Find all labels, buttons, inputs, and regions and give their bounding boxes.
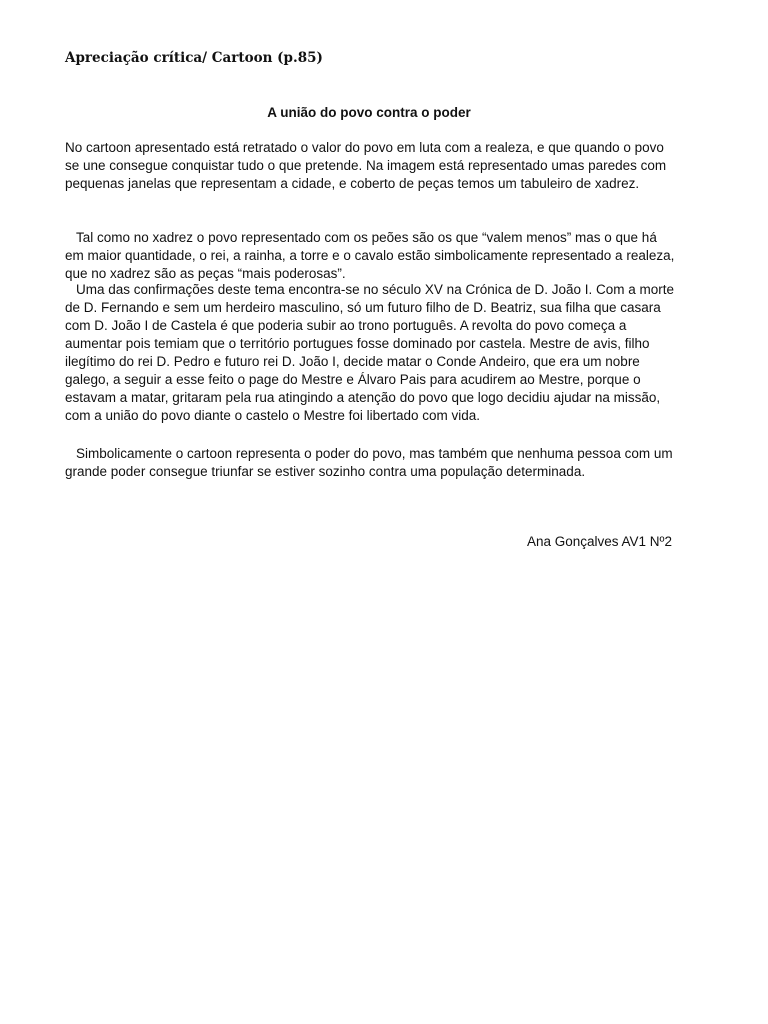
page-heading: Apreciação crítica/ Cartoon (p.85) <box>65 50 323 66</box>
paragraph-chess-analogy: Tal como no xadrez o povo representado com os peões são os que “valem menos” mas o que há em maior quantidade, o rei, a rainha, a torre e o cavalo estão simbolicamente representado a realeza, que no xadrez são as peças “mais poderosas”. <box>65 230 675 281</box>
author-signature: Ana Gonçalves AV1 Nº2 <box>526 534 672 549</box>
paragraph-intro: No cartoon apresentado está retratado o valor do povo em luta com a realeza, e que quando o povo se une consegue conquistar tudo o que pretende. Na imagem está representado umas paredes com pequenas janelas que representam a cidade, e coberto de peças temos um tabuleiro de xadrez. <box>65 140 667 191</box>
document-title: A união do povo contra o poder <box>267 105 471 120</box>
paragraph-historical-context: Uma das confirmações deste tema encontra-se no século XV na Crónica de D. João I. Com a morte de D. Fernando e sem um herdeiro masculino, só um futuro filho de D. Beatriz, sua filha que casara com D. João I de Castela é que poderia subir ao trono português. A revolta do povo começa a aumentar pois temiam que o território portugues fosse dominado por castela. Mestre de avis, filho ilegítimo do rei D. Pedro e futuro rei D. João I, decide matar o Conde Andeiro, que era um nobre galego, a seguir a esse feito o page do Mestre e Álvaro Pais para acudirem ao Mestre, porque o estavam a matar, gritaram pela rua atingindo a atenção do povo que logo decidiu ajudar na missão, com a união do povo diante o castelo o Mestre foi libertado com vida. <box>65 282 675 423</box>
paragraph-conclusion: Simbolicamente o cartoon representa o poder do povo, mas também que nenhuma pessoa com um grande poder consegue triunfar se estiver sozinho contra uma população determinada. <box>65 446 673 479</box>
